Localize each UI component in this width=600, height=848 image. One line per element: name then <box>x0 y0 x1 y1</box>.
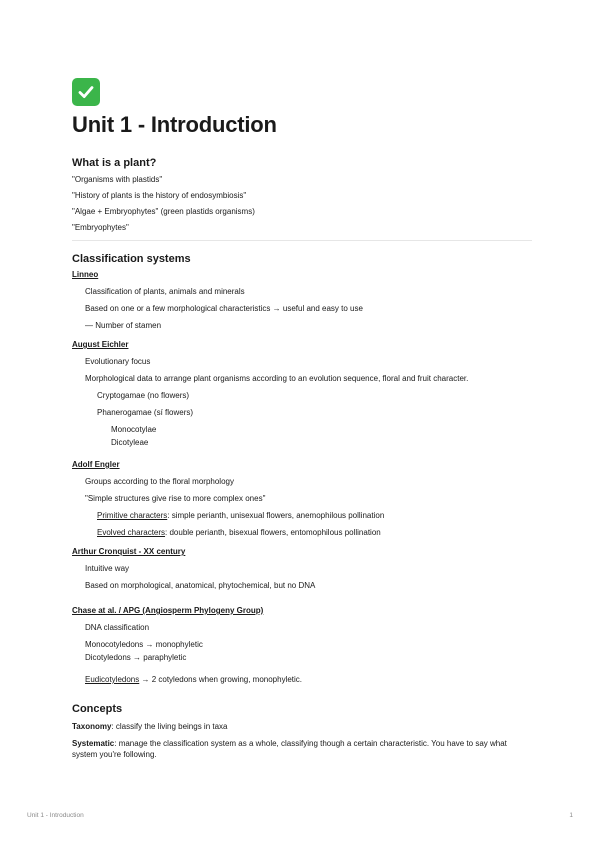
text-line: "Simple structures give rise to more complex ones" <box>85 494 266 503</box>
evolved-characters-term: Evolved characters <box>97 528 166 537</box>
subheading-linneo: Linneo <box>72 270 99 279</box>
text-line: — Number of stamen <box>85 321 162 330</box>
section-heading-concepts: Concepts <box>72 703 123 715</box>
section-heading-classification: Classification systems <box>72 253 191 265</box>
taxonomy-term: Taxonomy <box>72 722 112 731</box>
text-line: Based on one or a few morphological characteristics → useful and easy to use <box>85 304 363 313</box>
definition-item: "Organisms with plastids" <box>72 175 163 184</box>
text-line: DNA classification <box>85 623 150 632</box>
systematic-term: Systematic <box>72 739 115 748</box>
text-line: Evolutionary focus <box>85 357 151 366</box>
text-line: Dicotyleae <box>111 438 149 447</box>
text-line: Monocotyledons → monophyletic <box>85 640 203 649</box>
engler-characters <box>72 511 532 538</box>
apg-block <box>72 623 532 685</box>
subheading-eichler: August Eichler <box>72 340 129 349</box>
subheading-apg: Chase at al. / APG (Angiosperm Phylogeny Group) <box>72 606 264 615</box>
systematic-line <box>72 738 532 760</box>
cronquist-block <box>72 564 532 591</box>
primitive-characters-line <box>97 511 532 521</box>
subheading-engler: Adolf Engler <box>72 460 120 469</box>
check-mark-icon <box>72 78 100 106</box>
eudicotyledons-desc: → 2 cotyledons when growing, monophyletic. <box>139 675 303 684</box>
page-title: Unit 1 - Introduction <box>72 112 277 137</box>
primitive-characters-term: Primitive characters <box>97 511 168 520</box>
text-line: Intuitive way <box>85 564 130 573</box>
footer-page-number: 1 <box>569 812 573 819</box>
text-line: Groups according to the floral morphology <box>85 477 234 486</box>
eichler-block <box>72 357 532 384</box>
text-line: Classification of plants, animals and minerals <box>85 287 245 296</box>
page-content <box>72 78 532 760</box>
engler-block <box>72 477 532 504</box>
text-line: Phanerogamae (sí flowers) <box>97 408 194 417</box>
section-heading-what-is-plant: What is a plant? <box>72 157 157 169</box>
evolved-characters-desc: : double perianth, bisexual flowers, entomophilous pollination <box>165 528 381 537</box>
taxonomy-line <box>72 722 532 732</box>
definition-item: "Algae + Embryophytes" (green plastids organisms) <box>72 207 255 216</box>
evolved-characters-line <box>97 528 532 538</box>
text-line: Cryptogamae (no flowers) <box>97 391 190 400</box>
subheading-cronquist: Arthur Cronquist - XX century <box>72 547 186 556</box>
taxonomy-desc: : classify the living beings in taxa <box>111 722 228 731</box>
eichler-sub-subgroups <box>72 425 532 448</box>
text-line: Monocotylae <box>111 425 157 434</box>
text-line: Morphological data to arrange plant organisms according to an evolution sequence, floral and fruit character. <box>85 374 469 383</box>
what-is-plant-list <box>72 175 532 233</box>
definition-item: "History of plants is the history of endosymbiosis" <box>72 191 247 200</box>
definition-item: "Embryophytes" <box>72 223 129 232</box>
systematic-desc: : manage the classification system as a whole, classifying though a certain characteristic. You have to say what system you're following. <box>72 739 507 759</box>
text-line: Dicotyledons → paraphyletic <box>85 653 187 662</box>
primitive-characters-desc: : simple perianth, unisexual flowers, anemophilous pollination <box>167 511 385 520</box>
eichler-subgroups <box>72 391 532 418</box>
eudicotyledons-term: Eudicotyledons <box>85 675 140 684</box>
text-line: Based on morphological, anatomical, phytochemical, but no DNA <box>85 581 316 590</box>
eudicotyledons-line <box>85 675 532 685</box>
section-divider <box>72 240 532 241</box>
footer-title: Unit 1 - Introduction <box>27 812 84 819</box>
linneo-block <box>72 287 532 331</box>
